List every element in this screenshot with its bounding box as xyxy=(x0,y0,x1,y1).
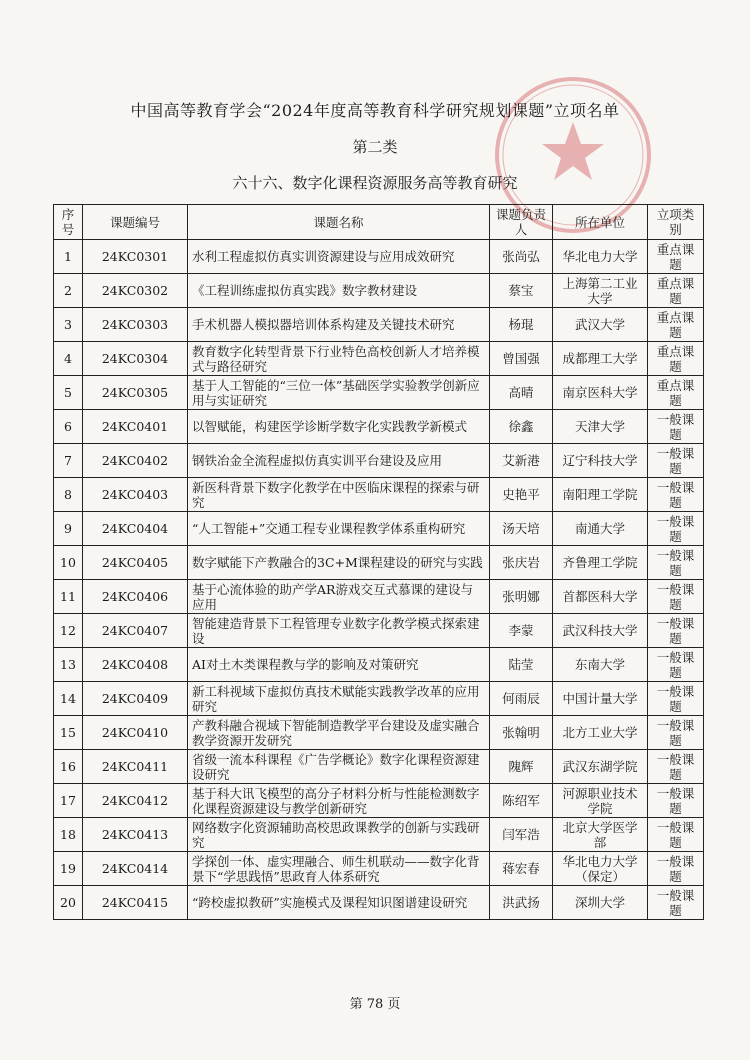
cell-lead: 蔡宝 xyxy=(490,274,553,308)
cell-type: 一般课题 xyxy=(648,648,704,682)
cell-lead: 张明娜 xyxy=(490,580,553,614)
cell-name: 基于心流体验的助产学AR游戏交互式慕课的建设与应用 xyxy=(188,580,490,614)
cell-name: 钢铁冶金全流程虚拟仿真实训平台建设及应用 xyxy=(188,444,490,478)
cell-lead: 李蒙 xyxy=(490,614,553,648)
cell-no: 18 xyxy=(54,818,83,852)
cell-name: 新工科视域下虚拟仿真技术赋能实践教学改革的应用研究 xyxy=(188,682,490,716)
table-row xyxy=(54,444,704,478)
cell-no: 20 xyxy=(54,886,83,920)
cell-type: 重点课题 xyxy=(648,376,704,410)
cell-code: 24KC0413 xyxy=(83,818,188,852)
cell-unit: 华北电力大学 xyxy=(553,240,648,274)
cell-name: “跨校虚拟教研”实施模式及课程知识图谱建设研究 xyxy=(188,886,490,920)
table-row xyxy=(54,750,704,784)
header-lead: 课题负责人 xyxy=(490,205,553,240)
cell-type: 一般课题 xyxy=(648,750,704,784)
cell-type: 一般课题 xyxy=(648,546,704,580)
cell-name: “人工智能+”交通工程专业课程教学体系重构研究 xyxy=(188,512,490,546)
cell-no: 2 xyxy=(54,274,83,308)
table-row xyxy=(54,546,704,580)
cell-unit: 成都理工大学 xyxy=(553,342,648,376)
table-row xyxy=(54,852,704,886)
cell-code: 24KC0411 xyxy=(83,750,188,784)
cell-code: 24KC0304 xyxy=(83,342,188,376)
cell-no: 12 xyxy=(54,614,83,648)
cell-code: 24KC0303 xyxy=(83,308,188,342)
cell-code: 24KC0404 xyxy=(83,512,188,546)
cell-lead: 洪武扬 xyxy=(490,886,553,920)
cell-unit: 首都医科大学 xyxy=(553,580,648,614)
cell-no: 7 xyxy=(54,444,83,478)
cell-name: 省级一流本科课程《广告学概论》数字化课程资源建设研究 xyxy=(188,750,490,784)
cell-unit: 北方工业大学 xyxy=(553,716,648,750)
cell-type: 一般课题 xyxy=(648,852,704,886)
cell-lead: 高晴 xyxy=(490,376,553,410)
cell-unit: 北京大学医学部 xyxy=(553,818,648,852)
page-number: 第 78 页 xyxy=(349,997,401,1012)
cell-no: 13 xyxy=(54,648,83,682)
cell-unit: 辽宁科技大学 xyxy=(553,444,648,478)
cell-type: 一般课题 xyxy=(648,512,704,546)
cell-code: 24KC0406 xyxy=(83,580,188,614)
table-row xyxy=(54,308,704,342)
cell-unit: 南阳理工学院 xyxy=(553,478,648,512)
cell-type: 一般课题 xyxy=(648,784,704,818)
cell-lead: 艾新港 xyxy=(490,444,553,478)
cell-code: 24KC0414 xyxy=(83,852,188,886)
cell-no: 5 xyxy=(54,376,83,410)
cell-unit: 河源职业技术学院 xyxy=(553,784,648,818)
cell-unit: 齐鲁理工学院 xyxy=(553,546,648,580)
cell-unit: 武汉科技大学 xyxy=(553,614,648,648)
header-name: 课题名称 xyxy=(188,205,490,240)
cell-type: 一般课题 xyxy=(648,580,704,614)
cell-lead: 徐鑫 xyxy=(490,410,553,444)
cell-code: 24KC0403 xyxy=(83,478,188,512)
cell-code: 24KC0405 xyxy=(83,546,188,580)
table-row xyxy=(54,342,704,376)
cell-unit: 上海第二工业大学 xyxy=(553,274,648,308)
table-row xyxy=(54,512,704,546)
cell-type: 一般课题 xyxy=(648,682,704,716)
cell-name: 基于人工智能的“三位一体”基础医学实验教学创新应用与实证研究 xyxy=(188,376,490,410)
cell-lead: 曾国强 xyxy=(490,342,553,376)
cell-no: 1 xyxy=(54,240,83,274)
cell-type: 一般课题 xyxy=(648,410,704,444)
table-row xyxy=(54,716,704,750)
cell-lead: 汤天培 xyxy=(490,512,553,546)
cell-name: 基于科大讯飞模型的高分子材料分析与性能检测数字化课程资源建设与教学创新研究 xyxy=(188,784,490,818)
cell-code: 24KC0301 xyxy=(83,240,188,274)
table-row xyxy=(54,580,704,614)
cell-no: 15 xyxy=(54,716,83,750)
cell-unit: 深圳大学 xyxy=(553,886,648,920)
cell-no: 11 xyxy=(54,580,83,614)
section-heading: 六十六、数字化课程资源服务高等教育研究 xyxy=(232,174,518,192)
table-row xyxy=(54,784,704,818)
cell-no: 9 xyxy=(54,512,83,546)
cell-code: 24KC0409 xyxy=(83,682,188,716)
cell-name: 新医科背景下数字化教学在中医临床课程的探索与研究 xyxy=(188,478,490,512)
cell-code: 24KC0408 xyxy=(83,648,188,682)
cell-code: 24KC0401 xyxy=(83,410,188,444)
cell-name: 学探创一体、虚实理融合、师生机联动——数字化背景下“学思践悟”思政育人体系研究 xyxy=(188,852,490,886)
table-row xyxy=(54,478,704,512)
table-row xyxy=(54,376,704,410)
cell-no: 8 xyxy=(54,478,83,512)
cell-lead: 陆莹 xyxy=(490,648,553,682)
cell-type: 一般课题 xyxy=(648,716,704,750)
cell-unit: 天津大学 xyxy=(553,410,648,444)
cell-type: 一般课题 xyxy=(648,478,704,512)
cell-no: 10 xyxy=(54,546,83,580)
cell-name: 《工程训练虚拟仿真实践》数字教材建设 xyxy=(188,274,490,308)
cell-type: 重点课题 xyxy=(648,308,704,342)
cell-lead: 闫军浩 xyxy=(490,818,553,852)
cell-code: 24KC0410 xyxy=(83,716,188,750)
cell-lead: 陈绍军 xyxy=(490,784,553,818)
cell-code: 24KC0402 xyxy=(83,444,188,478)
table-row xyxy=(54,614,704,648)
cell-unit: 武汉大学 xyxy=(553,308,648,342)
cell-name: AI对土木类课程教与学的影响及对策研究 xyxy=(188,648,490,682)
table-row xyxy=(54,410,704,444)
cell-no: 4 xyxy=(54,342,83,376)
cell-name: 智能建造背景下工程管理专业数字化教学模式探索建设 xyxy=(188,614,490,648)
cell-code: 24KC0412 xyxy=(83,784,188,818)
cell-lead: 隗辉 xyxy=(490,750,553,784)
cell-lead: 张庆岩 xyxy=(490,546,553,580)
header-code: 课题编号 xyxy=(83,205,188,240)
project-table xyxy=(53,204,704,920)
cell-type: 一般课题 xyxy=(648,614,704,648)
cell-type: 重点课题 xyxy=(648,274,704,308)
cell-no: 17 xyxy=(54,784,83,818)
cell-type: 重点课题 xyxy=(648,342,704,376)
table-header-row xyxy=(54,205,704,240)
category-heading: 第二类 xyxy=(352,138,398,156)
table-row xyxy=(54,648,704,682)
table-row xyxy=(54,682,704,716)
cell-name: 水利工程虚拟仿真实训资源建设与应用成效研究 xyxy=(188,240,490,274)
header-type: 立项类别 xyxy=(648,205,704,240)
cell-name: 以智赋能，构建医学诊断学数字化实践教学新模式 xyxy=(188,410,490,444)
cell-unit: 南通大学 xyxy=(553,512,648,546)
cell-code: 24KC0407 xyxy=(83,614,188,648)
cell-no: 16 xyxy=(54,750,83,784)
header-unit: 所在单位 xyxy=(553,205,648,240)
cell-unit: 东南大学 xyxy=(553,648,648,682)
cell-name: 产教科融合视域下智能制造教学平台建设及虚实融合教学资源开发研究 xyxy=(188,716,490,750)
cell-name: 手术机器人模拟器培训体系构建及关键技术研究 xyxy=(188,308,490,342)
cell-unit: 南京医科大学 xyxy=(553,376,648,410)
cell-no: 3 xyxy=(54,308,83,342)
cell-code: 24KC0302 xyxy=(83,274,188,308)
cell-lead: 杨琨 xyxy=(490,308,553,342)
cell-lead: 蒋宏春 xyxy=(490,852,553,886)
table-row xyxy=(54,240,704,274)
header-no: 序号 xyxy=(54,205,83,240)
cell-unit: 武汉东湖学院 xyxy=(553,750,648,784)
cell-name: 数字赋能下产教融合的3C+M课程建设的研究与实践 xyxy=(188,546,490,580)
cell-lead: 史艳平 xyxy=(490,478,553,512)
table-row xyxy=(54,274,704,308)
cell-code: 24KC0415 xyxy=(83,886,188,920)
cell-no: 6 xyxy=(54,410,83,444)
cell-unit: 华北电力大学（保定） xyxy=(553,852,648,886)
document-title: 中国高等教育学会“2024年度高等教育科学研究规划课题”立项名单 xyxy=(130,101,620,120)
cell-no: 19 xyxy=(54,852,83,886)
cell-unit: 中国计量大学 xyxy=(553,682,648,716)
cell-lead: 张尚弘 xyxy=(490,240,553,274)
cell-type: 一般课题 xyxy=(648,886,704,920)
cell-type: 一般课题 xyxy=(648,818,704,852)
cell-code: 24KC0305 xyxy=(83,376,188,410)
table-row xyxy=(54,886,704,920)
cell-no: 14 xyxy=(54,682,83,716)
cell-lead: 张翰明 xyxy=(490,716,553,750)
cell-type: 重点课题 xyxy=(648,240,704,274)
cell-lead: 何雨辰 xyxy=(490,682,553,716)
cell-name: 教育数字化转型背景下行业特色高校创新人才培养模式与路径研究 xyxy=(188,342,490,376)
cell-type: 一般课题 xyxy=(648,444,704,478)
cell-name: 网络数字化资源辅助高校思政课教学的创新与实践研究 xyxy=(188,818,490,852)
table-row xyxy=(54,818,704,852)
